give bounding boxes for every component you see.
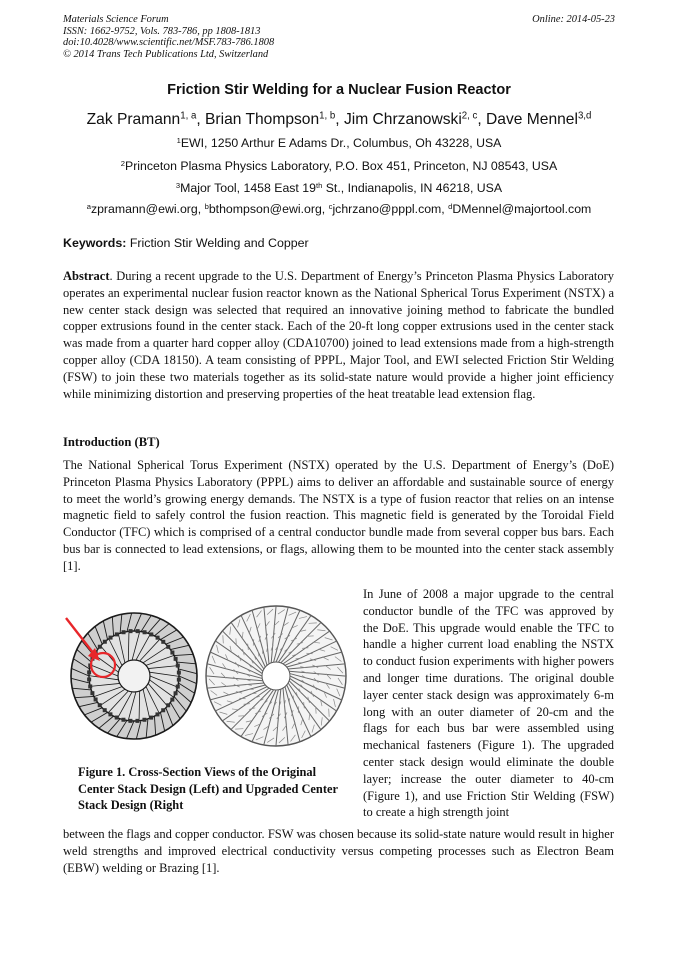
upgraded-stack-cross-section <box>206 606 346 746</box>
journal-header <box>63 14 274 60</box>
email-sup: a <box>86 201 91 211</box>
author-sup: 2, c <box>461 110 478 122</box>
affiliation-1 <box>0 136 678 150</box>
aff-sup: 2 <box>120 158 125 168</box>
email-sup: d <box>448 201 453 211</box>
affiliation-3 <box>0 181 678 195</box>
author-sup: 3,d <box>577 110 592 122</box>
email-link[interactable]: DMennel@majortool.com <box>452 202 592 216</box>
original-stack-cross-section <box>71 613 197 739</box>
keywords-label: Keywords: <box>63 236 127 250</box>
section-heading: Introduction (BT) <box>63 435 160 449</box>
intro-paragraph-2-column: In June of 2008 a major upgrade to the central conductor bundle of the TFC was approved by the DoE. This upgrade would enable the TFC to handle a higher current load enabling the NSTX to conduct fusion experiments with higher powers and longer time durations. The original double layer center stack design was approximately 6-m long with an outer diameter of 20-cm and the flags for each bus bar were assembled using mechanical fasteners (Figure 1). The upgraded center stack design would eliminate the double layer; increase the outer diameter to 40-cm (Figure 1), and use Friction Stir Welding (FSW) to create a high strength joint <box>363 587 614 820</box>
intro-paragraph-1: The National Spherical Torus Experiment (NSTX) operated by the U.S. Department of Energy’s (DoE) Princeton Plasma Physics Laboratory (PPPL) aims to deliver an affordable and sustainable source of energy to meet the world’s growing energy demands. The NSTX is a type of fusion reactor that relies on an intense magnetic field to safely control the fusion reaction. This magnetic field is generated by the Toroidal Field Conductor (TFC) which is comprised of a central conductor bundle made from several copper bus bars. Each bus bar is connected to lead extensions, or flags, allowing them to be mounted into the center stack assembly [1]. <box>63 458 614 573</box>
aff-sup: 1 <box>176 135 181 145</box>
author-sup: 1, a <box>180 110 197 122</box>
keywords <box>63 236 309 250</box>
abstract-text: . During a recent upgrade to the U.S. Department of Energy’s Princeton Plasma Physics Laboratory operates an experimental nuclear fusion reactor known as the National Spherical Torus Experiment (NSTX) a new center stack design was selected that required an innovative joining method to fabricate the bundled copper extrusions found in the center stack. Each of the 20-ft long copper extrusions used in the center stack was made from a quarter hard copper alloy (CDA10700) joined to lead extensions made from a high-strength copper alloy (CDA 18150). A team consisting of PPPL, Major Tool, and EWI selected Friction Stir Welding (FSW) to join these two materials together as its solid-state nature would provide a higher joint efficiency while minimizing distortion and preserving properties of the heat treatable lead extension flag. <box>63 269 614 401</box>
keywords-text: Friction Stir Welding and Copper <box>129 236 309 250</box>
affiliation-2 <box>0 159 678 173</box>
author-list <box>0 111 678 129</box>
author-sup: 1, b <box>319 110 336 122</box>
email-line <box>0 202 678 216</box>
author-sep: , <box>335 111 344 128</box>
figure-1-image <box>64 604 360 752</box>
aff-text-post: St., Indianapolis, IN 46218, USA <box>322 181 503 195</box>
aff-text: Princeton Plasma Physics Laboratory, P.O. Box 451, Princeton, NJ 08543, USA <box>125 159 558 173</box>
author-name: Jim Chrzanowski <box>343 111 462 128</box>
journal-line: Materials Science Forum <box>63 14 169 25</box>
aff-sup: 3 <box>175 180 181 190</box>
doi-line: doi:10.4028/www.scientific.net/MSF.783-786.1808 <box>63 37 275 49</box>
author-name: Zak Pramann <box>86 111 181 128</box>
issn-line: ISSN: 1662-9752, Vols. 783-786, pp 1808-1813 <box>63 25 261 37</box>
author-sep: , <box>477 111 487 128</box>
email-sup: c <box>328 201 333 211</box>
email-link[interactable]: zpramann@ewi.org, <box>90 202 205 216</box>
figure-1 <box>64 604 360 752</box>
online-date: Online: 2014-05-23 <box>532 14 615 25</box>
email-sup: b <box>204 201 209 211</box>
email-link[interactable]: bthompson@ewi.org, <box>208 202 329 216</box>
author-name: Dave Mennel <box>486 111 578 128</box>
author-name: Brian Thompson <box>205 111 320 128</box>
email-link[interactable]: jchrzano@pppl.com, <box>332 202 449 216</box>
aff-text: Major Tool, 1458 East 19 <box>180 181 316 195</box>
aff-mid-sup: th <box>315 180 323 190</box>
intro-paragraph-2-continued: between the flags and copper conductor. FSW was chosen because its solid-state nature would result in higher weld strengths and improved electrical conductivity versus competing processes such as Electron Beam (EBW) welding or Brazing [1]. <box>63 827 614 875</box>
aff-text: EWI, 1250 Arthur E Adams Dr., Columbus, Oh 43228, USA <box>180 136 502 150</box>
figure-1-caption: Figure 1. Cross-Section Views of the Original Center Stack Design (Left) and Upgraded Center Stack Design (Right <box>78 765 338 813</box>
abstract-label: Abstract <box>63 269 110 283</box>
author-sep: , <box>196 111 206 128</box>
abstract <box>63 268 614 402</box>
paper-title: Friction Stir Welding for a Nuclear Fusion Reactor <box>167 82 511 98</box>
copyright-line: © 2014 Trans Tech Publications Ltd, Switzerland <box>63 48 269 60</box>
